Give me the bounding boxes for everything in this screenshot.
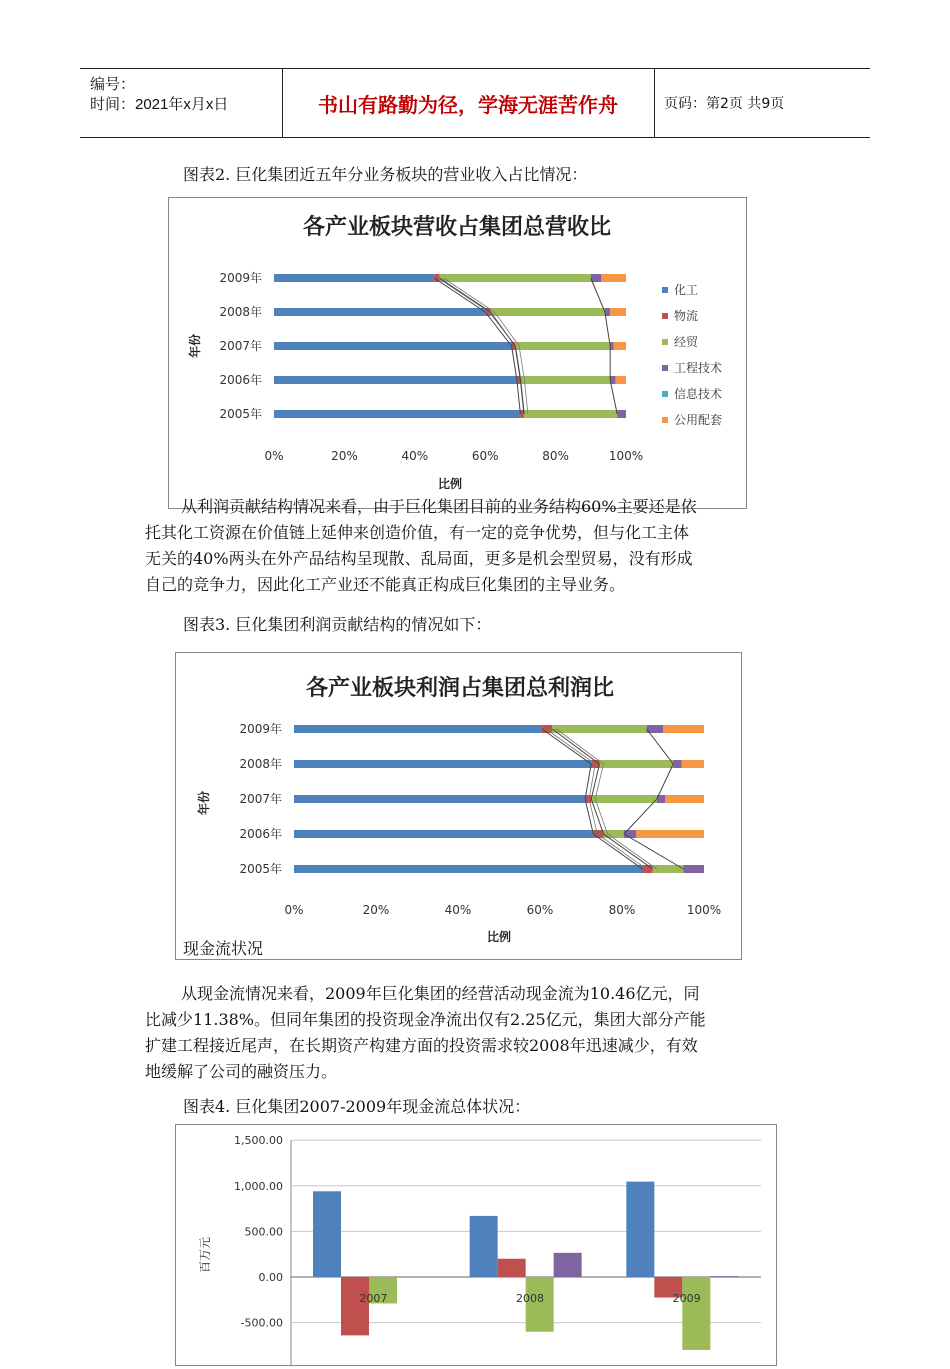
y-tick-label: 2009年 [239, 722, 282, 736]
bar-segment [274, 410, 520, 418]
x-tick-label: 0% [264, 449, 284, 463]
bar-segment [294, 830, 593, 838]
header-meta [90, 75, 228, 115]
bar-segment [294, 795, 585, 803]
bar-segment [274, 342, 512, 350]
header-number: 编号： [90, 76, 136, 93]
bar-segment [614, 342, 626, 350]
header-page-number: 页码：第2页 共9页 [664, 96, 785, 112]
bar [710, 1276, 738, 1277]
page-header [80, 68, 870, 138]
x-tick-label: 40% [401, 449, 429, 463]
y-tick-label: 0.00 [258, 1271, 283, 1284]
bar [682, 1277, 710, 1350]
bar-segment [520, 376, 610, 384]
legend-swatch [662, 365, 668, 371]
x-tick-label: 60% [471, 449, 499, 463]
profit-share-chart [175, 652, 742, 960]
y-tick-label: 2005年 [239, 862, 282, 876]
paragraph-line: 地缓解了公司的融资压力。 [145, 1062, 338, 1081]
legend-swatch [662, 339, 668, 345]
bar-segment [274, 308, 485, 316]
figure4-caption: 图表4. 巨化集团2007-2009年现金流总体状况： [183, 1097, 531, 1116]
cashflow-chart [175, 1124, 777, 1366]
y-tick-label: 2007年 [219, 339, 262, 353]
paragraph-line: 从利润贡献结构情况来看，由于巨化集团目前的业务结构60%主要还是依 [181, 497, 697, 516]
legend-label: 工程技术 [674, 361, 723, 375]
header-motto: 书山有路勤为径，学海无涯苦作舟 [318, 92, 618, 117]
bar [341, 1277, 369, 1335]
bar [554, 1253, 582, 1277]
y-tick-label: 500.00 [244, 1225, 283, 1239]
chart-title: 各产业板块营收占集团总营收比 [302, 215, 612, 240]
bar-segment [591, 795, 657, 803]
bar-segment [294, 865, 643, 873]
y-tick-label: 2008年 [239, 757, 282, 771]
y-tick-label: 2006年 [219, 373, 262, 387]
x-tick-label: 80% [608, 903, 636, 917]
bar-segment [593, 830, 603, 838]
bar [498, 1259, 526, 1277]
bar-segment [552, 725, 646, 733]
bar-segment [515, 342, 610, 350]
x-tick-label: 20% [331, 449, 358, 463]
revenue-share-chart [168, 197, 747, 509]
paragraph-line: 无关的40%两头在外产品结构呈现散、乱局面，更多是机会型贸易，没有形成 [145, 549, 693, 568]
x-axis-label: 比例 [437, 477, 463, 491]
header-divider [654, 69, 655, 137]
legend-swatch [662, 417, 668, 423]
y-tick-label: 2009年 [219, 271, 262, 285]
bar-segment [681, 760, 704, 768]
section-heading-text: 现金流状况 [183, 939, 264, 958]
header-time: 时间：2021年x月x日 [90, 96, 229, 113]
bar-segment [601, 274, 626, 282]
bar-segment [663, 725, 704, 733]
paragraph-line: 比减少11.38%。但同年集团的投资现金净流出仅有2.25亿元，集团大部分产能 [145, 1010, 706, 1029]
y-axis-label: 年份 [197, 790, 211, 816]
bar-segment [665, 795, 704, 803]
x-tick-label: 0% [284, 903, 304, 917]
figure3-caption: 图表3. 巨化集团利润贡献结构的情况如下： [183, 615, 492, 634]
legend-label: 化工 [674, 283, 699, 297]
revenue-share-chart-svg [169, 198, 746, 508]
bar-segment [274, 376, 517, 384]
x-tick-label: 2007 [359, 1292, 388, 1305]
bar-segment [490, 308, 604, 316]
bar-segment [615, 376, 626, 384]
x-tick-label: 100% [686, 903, 722, 917]
bar-segment [684, 865, 705, 873]
paragraph-line: 从现金流情况来看，2009年巨化集团的经营活动现金流为10.46亿元，同 [181, 984, 700, 1003]
bar [313, 1191, 341, 1277]
y-tick-label: 2005年 [219, 407, 262, 421]
bar-segment [610, 342, 614, 350]
y-tick-label: 2006年 [239, 827, 282, 841]
bar-segment [542, 725, 552, 733]
y-tick-label: 1,000.00 [234, 1179, 283, 1193]
profit-share-chart-svg [176, 653, 741, 959]
legend-swatch [662, 391, 668, 397]
bar-segment [673, 760, 681, 768]
bar [626, 1182, 654, 1277]
bar [470, 1216, 498, 1277]
bar-segment [524, 410, 617, 418]
bar-segment [599, 760, 673, 768]
legend-swatch [662, 313, 668, 319]
bar-segment [274, 274, 434, 282]
section-heading-fragment [183, 939, 383, 960]
x-tick-label: 100% [608, 449, 644, 463]
x-tick-label: 20% [362, 903, 390, 917]
bar-segment [294, 760, 591, 768]
bar-segment [643, 865, 653, 873]
y-tick-label: 2007年 [239, 792, 282, 806]
legend-label: 经贸 [674, 335, 699, 349]
y-tick-label: 2008年 [219, 305, 262, 319]
bar-segment [610, 308, 626, 316]
figure2-caption: 图表2. 巨化集团近五年分业务板块的营业收入占比情况： [183, 165, 588, 184]
x-tick-label: 40% [444, 903, 472, 917]
y-axis-label: 年份 [188, 333, 202, 359]
bar-segment [617, 410, 626, 418]
paragraph-line: 托其化工资源在价值链上延伸来创造价值，有一定的竞争优势，但与化工主体 [145, 523, 690, 542]
legend-label: 信息技术 [674, 387, 723, 401]
x-tick-label: 2009 [672, 1292, 701, 1305]
legend-swatch [662, 287, 668, 293]
chart-title: 各产业板块利润占集团总利润比 [305, 676, 615, 701]
bar-segment [439, 274, 590, 282]
y-tick-label: 1,500.00 [234, 1134, 283, 1148]
paragraph-line: 自己的竞争力，因此化工产业还不能真正构成巨化集团的主导业务。 [145, 575, 626, 594]
bar-segment [624, 830, 636, 838]
paragraph-profit-structure [145, 494, 805, 598]
x-tick-label: 60% [526, 903, 554, 917]
y-tick-label: -500.00 [240, 1316, 283, 1330]
x-axis-label: 比例 [486, 930, 512, 944]
bar-segment [636, 830, 704, 838]
legend-label: 公用配套 [674, 413, 723, 427]
paragraph-line: 扩建工程接近尾声，在长期资产构建方面的投资需求较2008年迅速减少，有效 [145, 1036, 698, 1055]
legend-label: 物流 [674, 309, 699, 323]
y-axis-label: 百万元 [198, 1236, 212, 1274]
paragraph-cashflow [145, 981, 805, 1085]
bar-segment [294, 725, 542, 733]
x-tick-label: 2008 [516, 1292, 544, 1305]
cashflow-chart-svg [176, 1125, 776, 1365]
x-tick-label: 80% [542, 449, 569, 463]
